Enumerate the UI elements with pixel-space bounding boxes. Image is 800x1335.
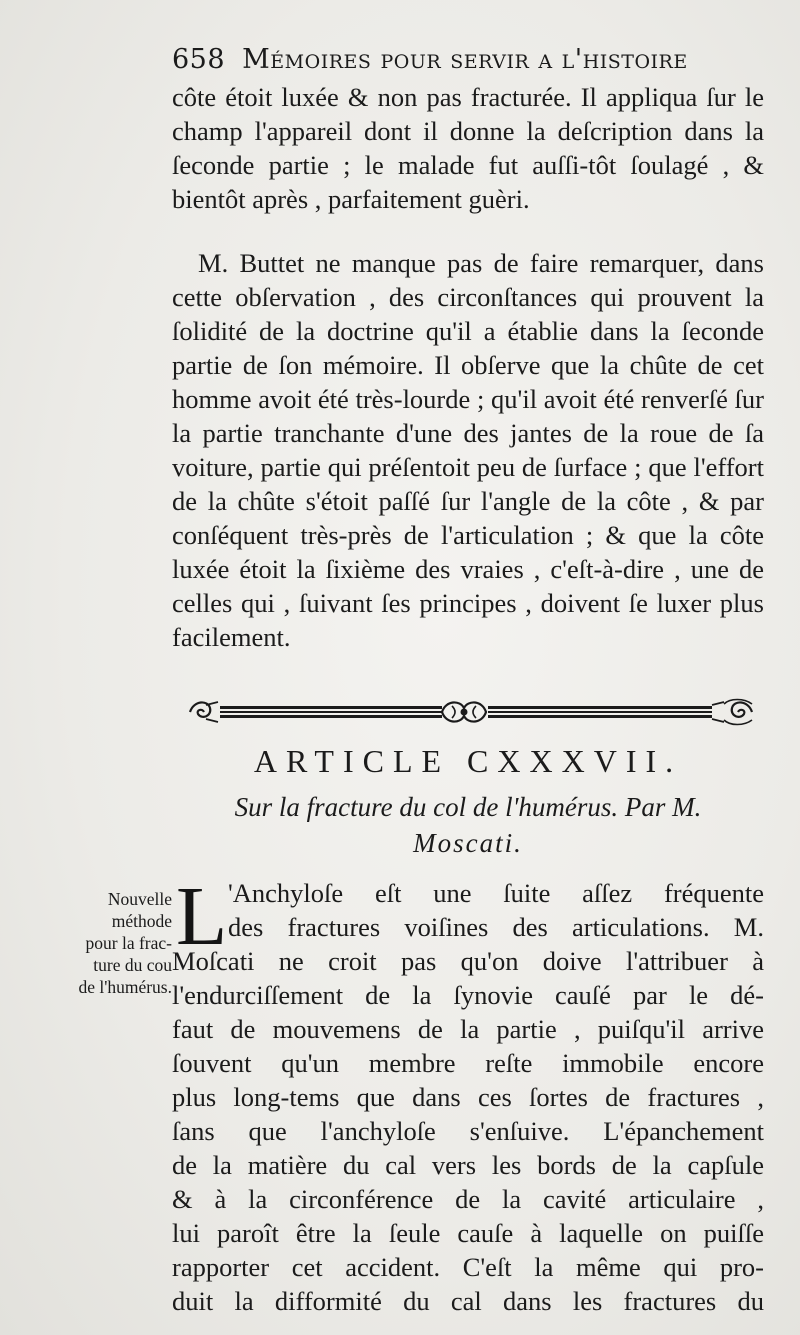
running-title: Mémoires pour servir a l'histoire [242, 44, 688, 75]
text-line: l'endurciſſement de la ſynovie cauſé par le dé- [172, 980, 764, 1010]
margin-note-line: Nouvelle [107, 889, 172, 909]
text-line: Moſcati ne croit pas qu'on doive l'attribuer à [172, 946, 764, 976]
text-line: & à la circonférence de la cavité articulaire , [172, 1184, 764, 1214]
running-header [172, 38, 762, 82]
margin-note-line: pour la frac- [85, 933, 172, 953]
page-number: 658 [172, 44, 226, 75]
text-line: des fractures voiſines des articulations. M. [228, 912, 764, 942]
article-title: Sur la fracture du col de l'humérus. Par M. [234, 792, 702, 822]
text-line: ſouvent qu'un membre reſte immobile encore [172, 1048, 764, 1078]
ornament-icon [184, 694, 758, 730]
margin-note [44, 888, 172, 998]
text-line: 'Anchyloſe eſt une ſuite aſſez fréquente [228, 878, 764, 908]
text-line: rapporter cet accident. C'eſt la même qui pro- [172, 1252, 764, 1282]
article-heading: ARTICLE CXXXVII. [253, 743, 683, 779]
text-line: de la matière du cal vers les bords de la capſule [172, 1150, 764, 1180]
paragraph-buttet [172, 246, 764, 654]
margin-note-line: méthode [111, 911, 172, 931]
paragraph-1: côte étoit luxée & non pas fracturée. Il appliqua ſur le champ l'appareil dont il donne la deſcription dans la ſeconde partie ; le malade fut auſſi-tôt ſoulagé , & bientôt après , parfaitement guèri. [172, 82, 764, 214]
text-line: lui paroît être la ſeule cauſe à laquelle on puiſſe [172, 1218, 764, 1248]
margin-note-line: de l'humérus. [78, 977, 172, 997]
paragraph-2: M. Buttet ne manque pas de faire remarquer, dans cette obſervation , des circonſtances qui prouvent la ſolidité de la doctrine qu'il a établie dans la ſeconde partie de ſon mémoire. Il obſerve que la chûte de cet homme avoit été très-lourde ; qu'il avoit été renverſé ſur la partie tranchante d'une des jantes de la roue de ſa voiture, partie qui préſentoit peu de ſurface ; que l'effort de la chûte s'étoit paſſé ſur l'angle de la côte , & par conſéquent très-près de l'articulation ; & que la côte luxée étoit la ſixième des vraies , c'eſt-à-dire , une de celles qui , ſuivant ſes principes , doivent ſe luxer plus facilement. [172, 248, 764, 652]
text-line: plus long-tems que dans ces ſortes de fractures , [172, 1082, 764, 1112]
text-line: ſans que l'anchyloſe s'enſuive. L'épanchement [172, 1116, 764, 1146]
article-author: Moscati. [413, 828, 523, 858]
paragraph-continuation [172, 80, 764, 216]
drop-cap: L [176, 870, 228, 963]
text-line: faut de mouvemens de la partie , puiſqu'il arrive [172, 1014, 764, 1044]
paragraph-moscati [172, 870, 764, 1318]
text-line: duit la difformité du cal dans les fractures du [172, 1286, 764, 1316]
margin-note-line: ture du cou [93, 955, 172, 975]
ornamental-divider [184, 694, 758, 730]
